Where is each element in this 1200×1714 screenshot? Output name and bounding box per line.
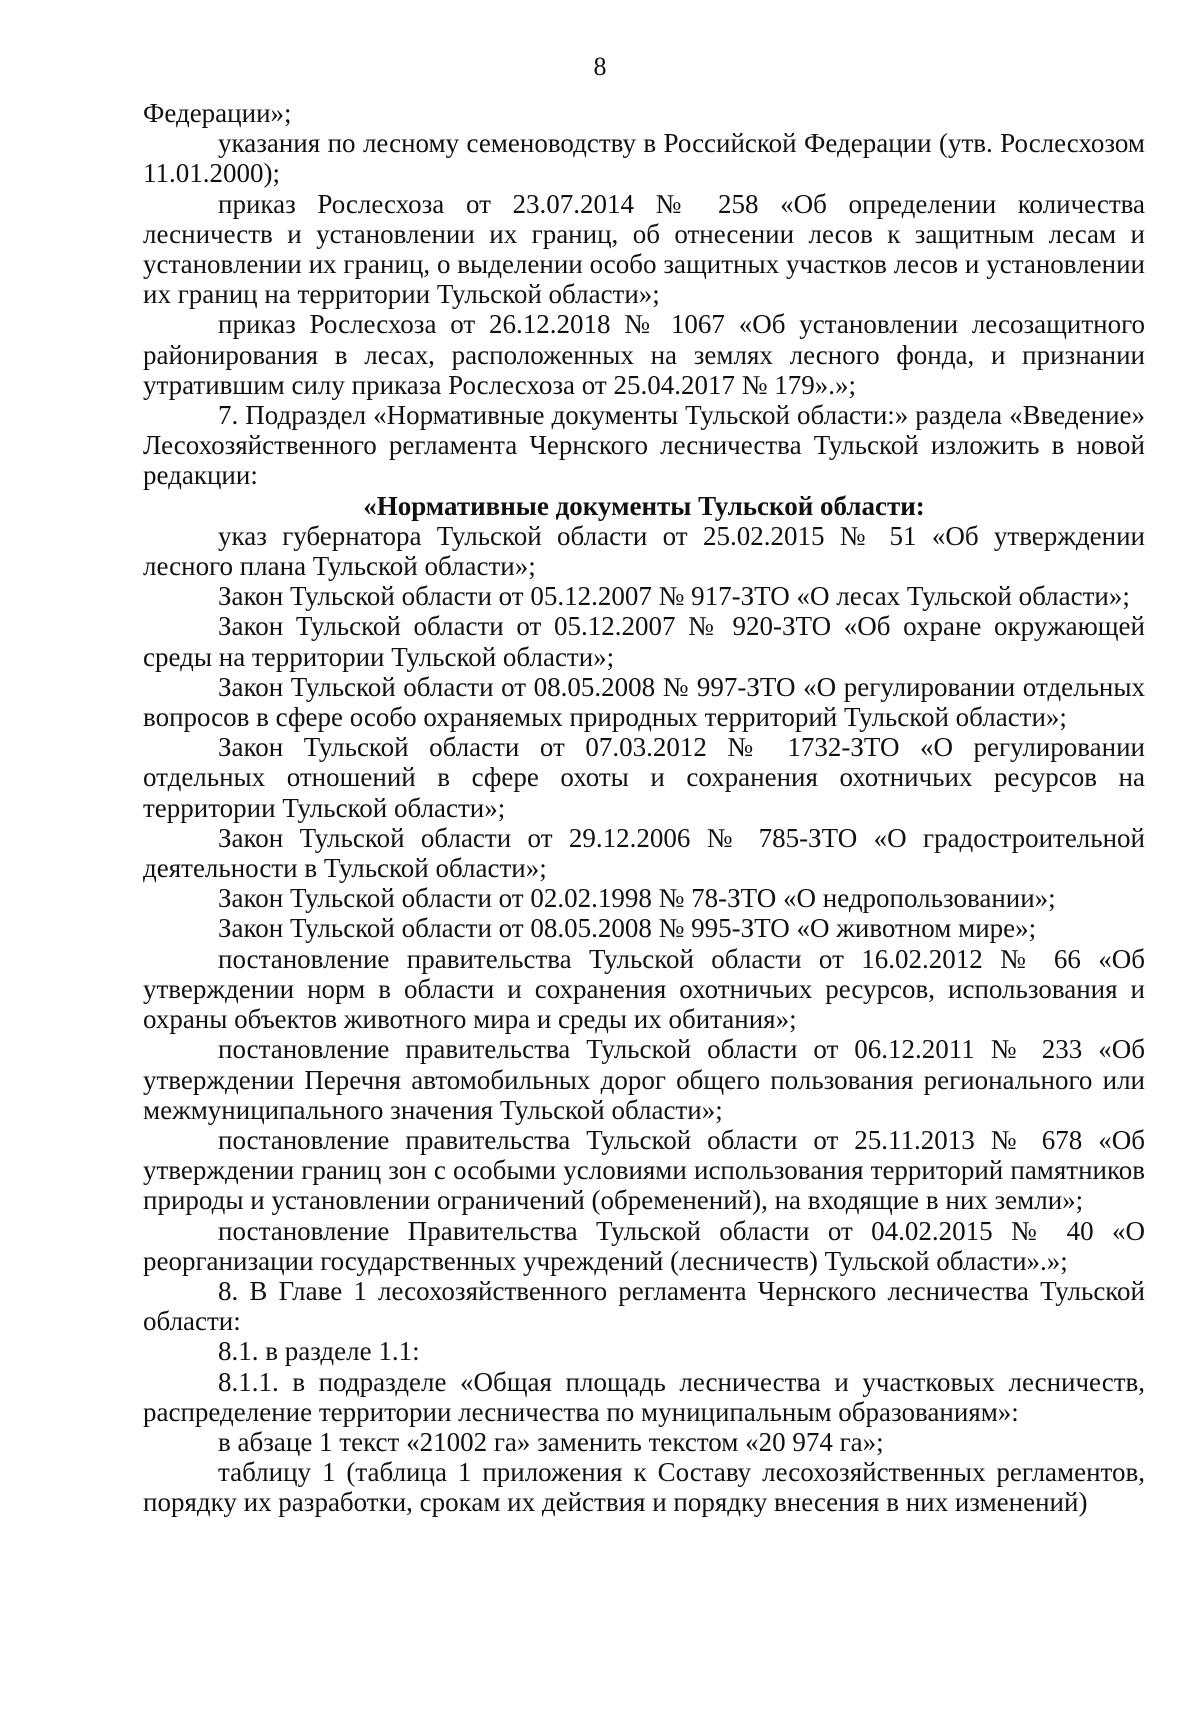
document-body xyxy=(143,98,1145,1518)
paragraph: приказ Рослесхоза от 26.12.2018 № 1067 «Об установлении лесозащитного районирования в лесах, расположенных на землях лесного фонда, и признании утратившим силу приказа Рослесхоза от 25.04.2017 № 179».»; xyxy=(143,309,1145,400)
paragraph: Закон Тульской области от 29.12.2006 № 785-ЗТО «О градостроительной деятельности в Тульской области»; xyxy=(143,822,1145,884)
paragraph: Закон Тульской области от 02.02.1998 № 78-ЗТО «О недропользовании»; xyxy=(218,883,1056,914)
paragraph: постановление Правительства Тульской области от 04.02.2015 № 40 «О реорганизации государственных учреждений (лесничеств) Тульской области».»; xyxy=(143,1215,1145,1276)
paragraph: в абзаце 1 текст «21002 га» заменить текстом «20 974 га»; xyxy=(218,1426,884,1457)
paragraph-item-8: 8. В Главе 1 лесохозяйственного регламента Чернского лесничества Тульской области: xyxy=(143,1275,1145,1337)
paragraph: указания по лесному семеноводству в Российской Федерации (утв. Рослесхозом 11.01.2000); xyxy=(143,128,1145,189)
paragraph: приказ Рослесхоза от 23.07.2014 № 258 «Об определении количества лесничеств и установлении их границ, об отнесении лесов к защитным лесам и установлении их границ, о выделении особо защитных участков лесов и установлении их границ на территории Тульской области»; xyxy=(143,188,1145,310)
paragraph: Закон Тульской области от 07.03.2012 № 1732-ЗТО «О регулировании отдельных отношений в сфере охоты и сохранения охотничьих ресурсов на территории Тульской области»; xyxy=(143,732,1145,823)
page-number: 8 xyxy=(593,52,607,81)
paragraph: постановление правительства Тульской области от 25.11.2013 № 678 «Об утверждении границ зон с особыми условиями использования территорий памятников природы и установлении ограничений (обременений), на входящие в них земли»; xyxy=(143,1124,1145,1216)
paragraph-item-8-1: 8.1. в разделе 1.1: xyxy=(218,1336,420,1367)
paragraph: Закон Тульской области от 08.05.2008 № 995-ЗТО «О животном мире»; xyxy=(218,913,1037,944)
paragraph-item-7: 7. Подраздел «Нормативные документы Тульской области:» раздела «Введение» Лесохозяйственного регламента Чернского лесничества Тульской изложить в новой редакции: xyxy=(143,400,1145,491)
section-heading: «Нормативные документы Тульской области: xyxy=(363,490,925,521)
paragraph: постановление правительства Тульской области от 06.12.2011 № 233 «Об утверждении Перечня автомобильных дорог общего пользования регионального или межмуниципального значения Тульской области»; xyxy=(143,1034,1145,1125)
paragraph: Закон Тульской области от 05.12.2007 № 920-ЗТО «Об охране окружающей среды на территории Тульской области»; xyxy=(143,611,1145,672)
paragraph: указ губернатора Тульской области от 25.02.2015 № 51 «Об утверждении лесного плана Тульской области»; xyxy=(143,520,1145,582)
paragraph-continuation: Федерации»; xyxy=(143,98,292,128)
paragraph: таблицу 1 (таблица 1 приложения к Составу лесохозяйственных регламентов, порядку их разработки, срокам их действия и порядку внесения в них изменений) xyxy=(143,1457,1145,1518)
paragraph: Закон Тульской области от 05.12.2007 № 917-ЗТО «О лесах Тульской области»; xyxy=(218,581,1130,612)
paragraph-item-8-1-1: 8.1.1. в подразделе «Общая площадь лесничества и участковых лесничеств, распределение территории лесничества по муниципальным образованиям»: xyxy=(143,1366,1145,1427)
paragraph: постановление правительства Тульской области от 16.02.2012 № 66 «Об утверждении норм в области и сохранения охотничьих ресурсов, использования и охраны объектов животного мира и среды их обитания»; xyxy=(143,943,1145,1035)
paragraph: Закон Тульской области от 08.05.2008 № 997-ЗТО «О регулировании отдельных вопросов в сфере особо охраняемых природных территорий Тульской области»; xyxy=(143,671,1145,733)
